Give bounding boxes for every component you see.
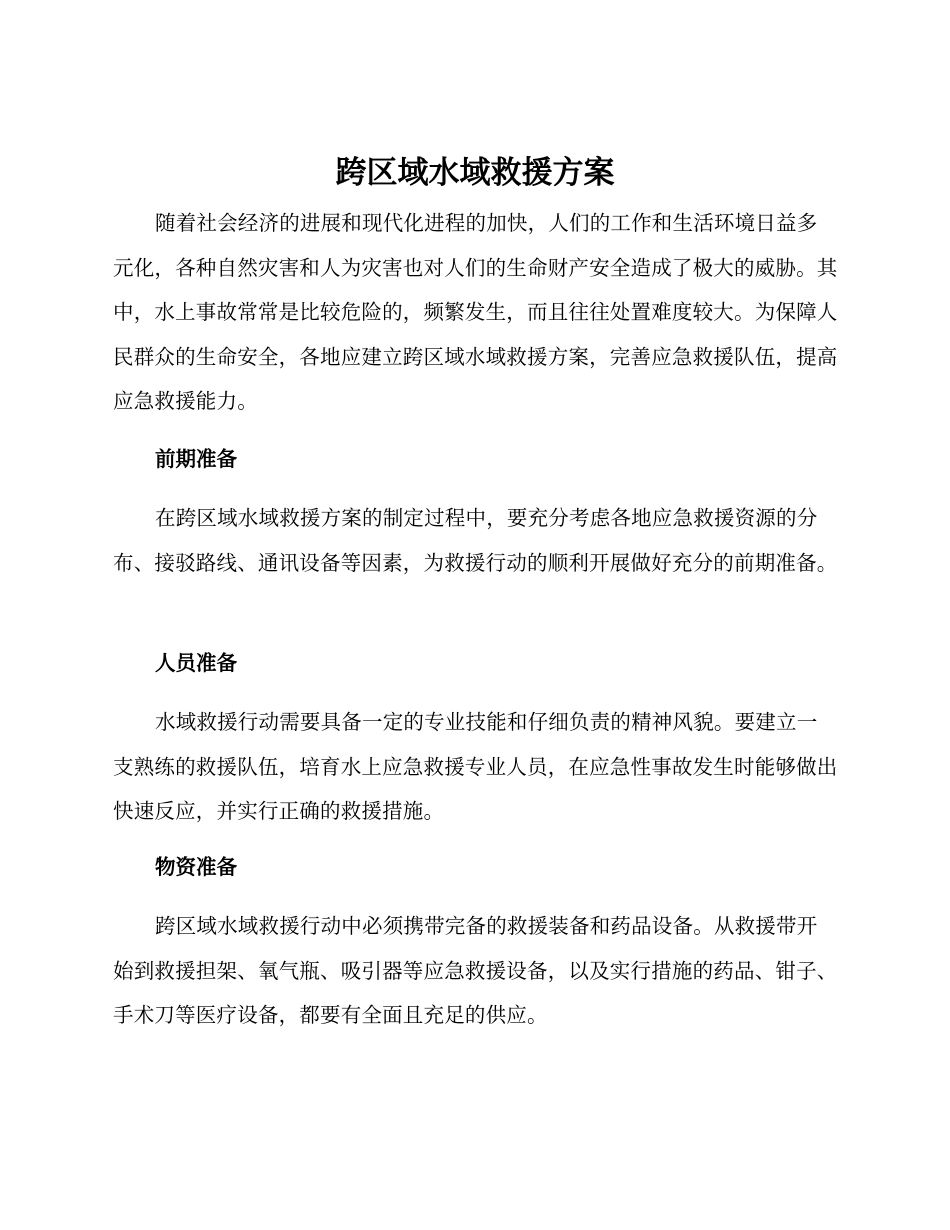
section-body-supplies: 跨区域水域救援行动中必须携带完备的救援装备和药品设备。从救援带开始到救援担架、氧气瓶、吸引器等应急救援设备，以及实行措施的药品、钳子、手术刀等医疗设备，都要有全面且充足的供应。 [113, 914, 838, 1027]
section-body-preparation: 在跨区域水域救援方案的制定过程中，要充分考虑各地应急救援资源的分布、接驳路线、通讯设备等因素，为救援行动的顺利开展做好充分的前期准备。 [113, 506, 838, 575]
section-heading-supplies: 物资准备 [155, 855, 237, 879]
section-heading-personnel: 人员准备 [155, 651, 237, 675]
document-title: 跨区域水域救援方案 [335, 155, 615, 191]
section-body-personnel: 水域救援行动需要具备一定的专业技能和仔细负责的精神风貌。要建立一支熟练的救援队伍，培育水上应急救援专业人员，在应急性事故发生时能够做出快速反应，并实行正确的救援措施。 [113, 710, 838, 823]
intro-paragraph: 随着社会经济的进展和现代化进程的加快，人们的工作和生活环境日益多元化，各种自然灾害和人为灾害也对人们的生命财产安全造成了极大的威胁。其中，水上事故常常是比较危险的，频繁发生，而且往往处置难度较大。为保障人民群众的生命安全，各地应建立跨区域水域救援方案，完善应急救援队伍，提高应急救援能力。 [113, 211, 838, 413]
section-heading-preparation: 前期准备 [155, 447, 237, 471]
